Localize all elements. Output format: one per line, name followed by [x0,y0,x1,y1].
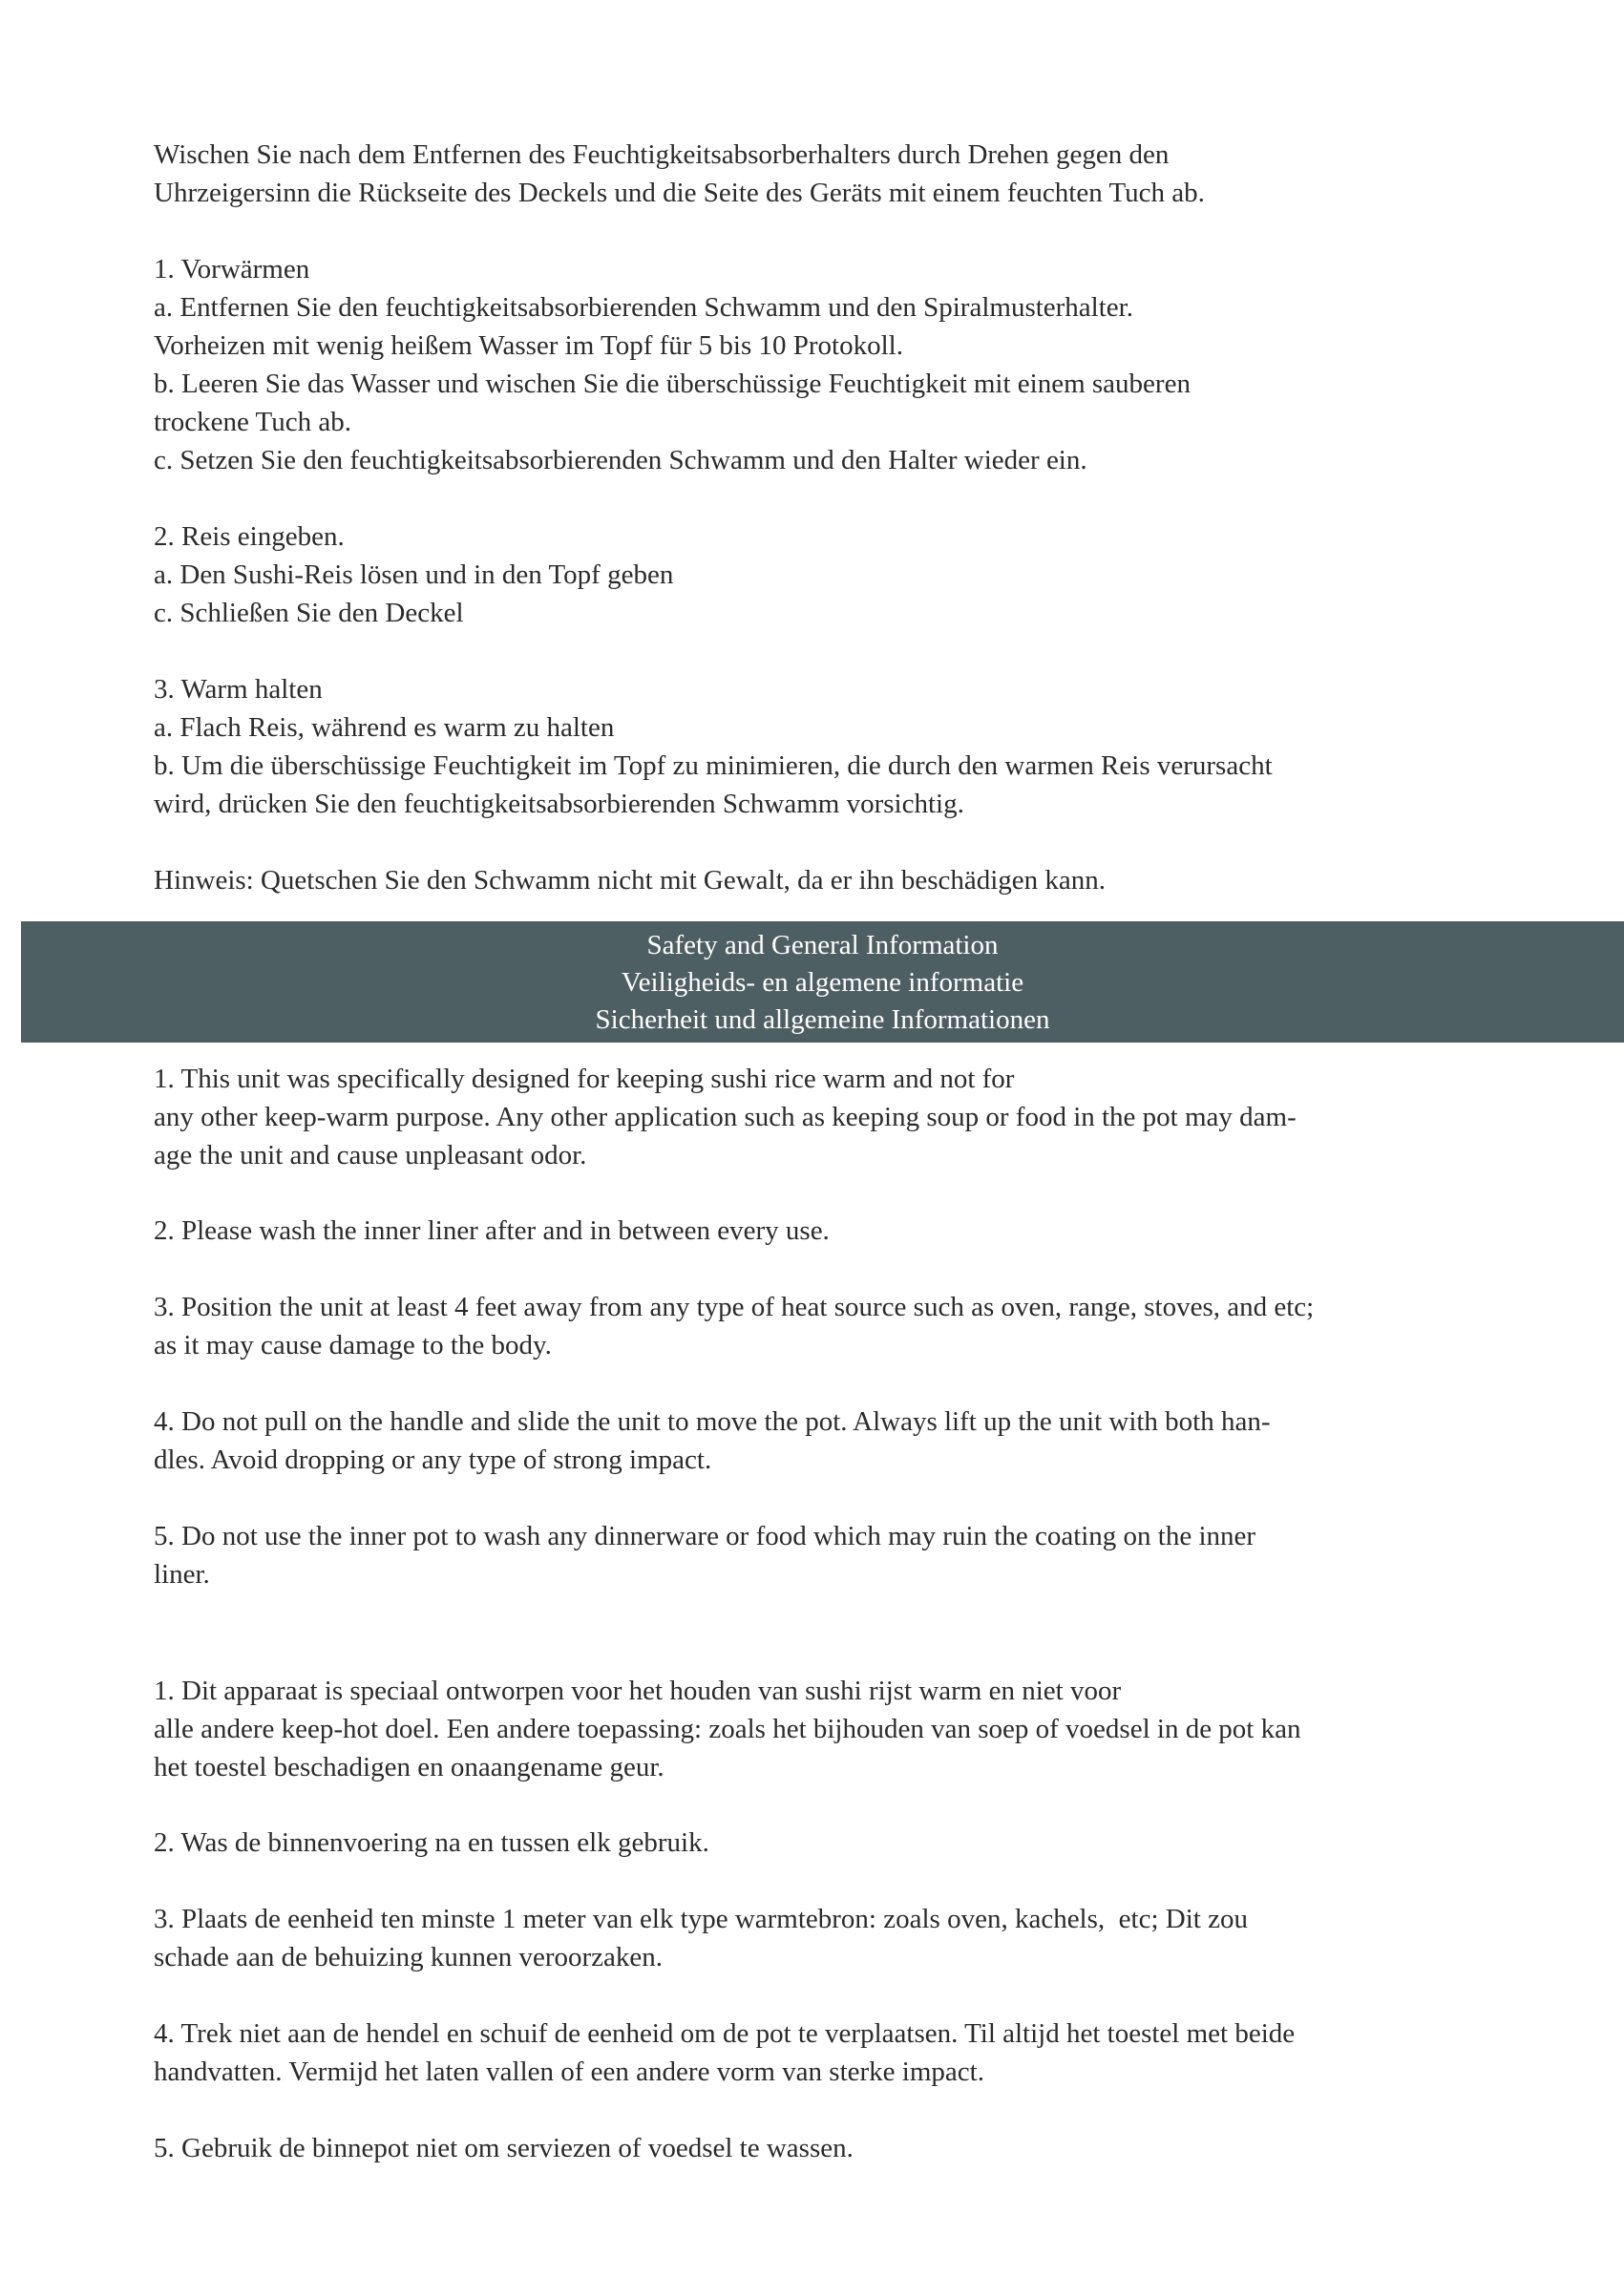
text-line: 5. Gebruik de binnepot niet om serviezen of voedsel te wassen. [154,2133,854,2163]
text-line: b. Leeren Sie das Wasser und wischen Sie die überschüssige Feuchtigkeit mit einem sauberen [154,369,1191,399]
text-line: handvatten. Vermijd het laten vallen of een andere vorm van sterke impact. [154,2057,984,2087]
text-line: Wischen Sie nach dem Entfernen des Feuchtigkeitsabsorberhalters durch Drehen gegen den [154,139,1170,170]
text-line: a. Entfernen Sie den feuchtigkeitsabsorbierenden Schwamm und den Spiralmusterhalter. [154,292,1133,323]
german-step-rice [154,517,1490,632]
text-line: 4. Trek niet aan de hendel en schuif de eenheid om de pot te verplaatsen. Til altijd het toestel met beide [154,2018,1296,2049]
english-safety-item-1 [154,1060,1490,1174]
text-line: a. Den Sushi-Reis lösen und in den Topf geben [154,559,674,590]
text-line: 2. Please wash the inner liner after and in between every use. [154,1215,830,1246]
german-intro-paragraph [154,136,1490,212]
text-line: as it may cause damage to the body. [154,1330,552,1360]
dutch-safety-item-3 [154,1900,1490,1976]
text-line: wird, drücken Sie den feuchtigkeitsabsorbierenden Schwamm vorsichtig. [154,789,964,819]
text-line: age the unit and cause unpleasant odor. [154,1140,587,1171]
step-heading: 2. Reis eingeben. [154,521,345,552]
text-line: schade aan de behuizing kunnen veroorzaken. [154,1942,664,1972]
text-line: het toestel beschadigen en onaangename geur. [154,1752,664,1782]
text-line: 5. Do not use the inner pot to wash any dinnerware or food which may ruin the coating on the inner [154,1521,1256,1551]
banner-title-en: Safety and General Information [646,930,999,960]
text-line: 1. Dit apparaat is speciaal ontworpen voor het houden van sushi rijst warm en niet voor [154,1676,1122,1706]
text-line: trockene Tuch ab. [154,407,351,437]
text-line: 3. Position the unit at least 4 feet away from any type of heat source such as oven, range, stoves, and etc; [154,1292,1315,1322]
dutch-safety-item-5 [154,2129,1490,2167]
text-line: 4. Do not pull on the handle and slide the unit to move the pot. Always lift up the unit with both han- [154,1406,1271,1437]
english-safety-item-5 [154,1517,1490,1593]
english-safety-item-2 [154,1212,1490,1250]
dutch-safety-item-4 [154,2014,1490,2091]
text-line: liner. [154,1559,210,1590]
english-safety-item-4 [154,1403,1490,1479]
dutch-safety-item-1 [154,1672,1490,1786]
section-banner [21,921,1624,1043]
banner-title-nl: Veiligheids- en algemene informatie [621,967,1024,998]
german-step-keep-warm [154,670,1490,823]
text-line: alle andere keep-hot doel. Een andere toepassing: zoals het bijhouden van soep of voedsel in de pot kan [154,1714,1301,1744]
text-line: Uhrzeigersinn die Rückseite des Deckels und die Seite des Geräts mit einem feuchten Tuch ab. [154,178,1205,208]
english-safety-item-3 [154,1288,1490,1364]
text-line: Vorheizen mit wenig heißem Wasser im Topf für 5 bis 10 Protokoll. [154,330,903,361]
step-heading: 1. Vorwärmen [154,254,310,285]
text-line: any other keep-warm purpose. Any other application such as keeping soup or food in the pot may dam- [154,1102,1297,1132]
text-line: b. Um die überschüssige Feuchtigkeit im Topf zu minimieren, die durch den warmen Reis verursacht [154,750,1273,781]
german-note [154,861,1490,899]
german-step-preheat [154,250,1490,479]
text-line: a. Flach Reis, während es warm zu halten [154,712,615,743]
dutch-safety-item-2 [154,1824,1490,1862]
text-line: 1. This unit was specifically designed for keeping sushi rice warm and not for [154,1064,1015,1094]
text-line: c. Setzen Sie den feuchtigkeitsabsorbierenden Schwamm und den Halter wieder ein. [154,445,1087,475]
note-text: Hinweis: Quetschen Sie den Schwamm nicht mit Gewalt, da er ihn beschädigen kann. [154,865,1107,896]
banner-title-de: Sicherheit und allgemeine Informationen [595,1004,1050,1035]
text-line: 2. Was de binnenvoering na en tussen elk gebruik. [154,1827,709,1858]
step-heading: 3. Warm halten [154,674,323,705]
text-line: 3. Plaats de eenheid ten minste 1 meter van elk type warmtebron: zoals oven, kachels, etc; Dit zou [154,1904,1248,1934]
text-line: c. Schließen Sie den Deckel [154,598,464,628]
text-line: dles. Avoid dropping or any type of strong impact. [154,1445,712,1475]
